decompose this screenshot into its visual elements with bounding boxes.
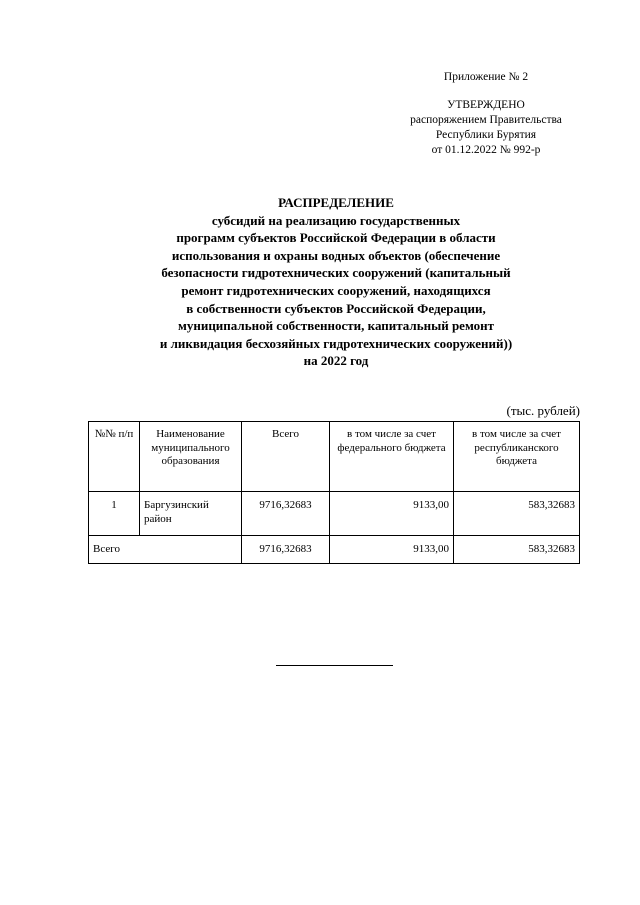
document-title <box>80 194 592 370</box>
approval-line: распоряжением Правительства <box>410 114 562 126</box>
title-line: в собственности субъектов Российской Федерации, <box>186 300 486 316</box>
table-row <box>89 492 580 536</box>
title-heading: РАСПРЕДЕЛЕНИЕ <box>278 195 394 210</box>
units-label: (тыс. рублей) <box>506 403 580 418</box>
cell-number: 1 <box>89 492 140 536</box>
col-header-total: Всего <box>242 422 330 492</box>
cell-republic: 583,32683 <box>454 492 580 536</box>
approval-line: Республики Бурятия <box>435 129 537 141</box>
title-line: программ субъектов Российской Федерации в области <box>176 230 496 246</box>
approval-line: УТВЕРЖДЕНО <box>447 99 525 111</box>
cell-total: 9716,32683 <box>242 492 330 536</box>
cell-total-federal: 9133,00 <box>330 536 454 564</box>
appendix-label: Приложение № 2 <box>443 71 529 83</box>
title-line: безопасности гидротехнических сооружений (капитальный <box>161 265 511 281</box>
table-header-row <box>89 422 580 492</box>
closing-divider <box>276 665 393 666</box>
title-line: на 2022 год <box>303 353 369 369</box>
col-header-federal: в том числе за счет федерального бюджета <box>330 422 454 492</box>
cell-total-sum: 9716,32683 <box>242 536 330 564</box>
col-header-name: Наименование муниципального образования <box>140 422 242 492</box>
col-header-number: №№ п/п <box>89 422 140 492</box>
title-line: муниципальной собственности, капитальный ремонт <box>177 318 495 334</box>
title-line: использования и охраны водных объектов (обеспечение <box>171 247 501 263</box>
approval-line: от 01.12.2022 № 992-р <box>431 144 541 156</box>
cell-total-label: Всего <box>89 536 242 564</box>
title-line: ремонт гидротехнических сооружений, находящихся <box>181 282 491 298</box>
cell-federal: 9133,00 <box>330 492 454 536</box>
title-line: и ликвидация бесхозяйных гидротехнических сооружений)) <box>159 335 513 351</box>
approval-stamp <box>386 98 586 158</box>
col-header-republic: в том числе за счет республиканского бюджета <box>454 422 580 492</box>
cell-total-republic: 583,32683 <box>454 536 580 564</box>
title-line: субсидий на реализацию государственных <box>211 212 461 228</box>
cell-name: Баргузинский район <box>140 492 242 536</box>
distribution-table <box>88 421 580 564</box>
table-total-row <box>89 536 580 564</box>
